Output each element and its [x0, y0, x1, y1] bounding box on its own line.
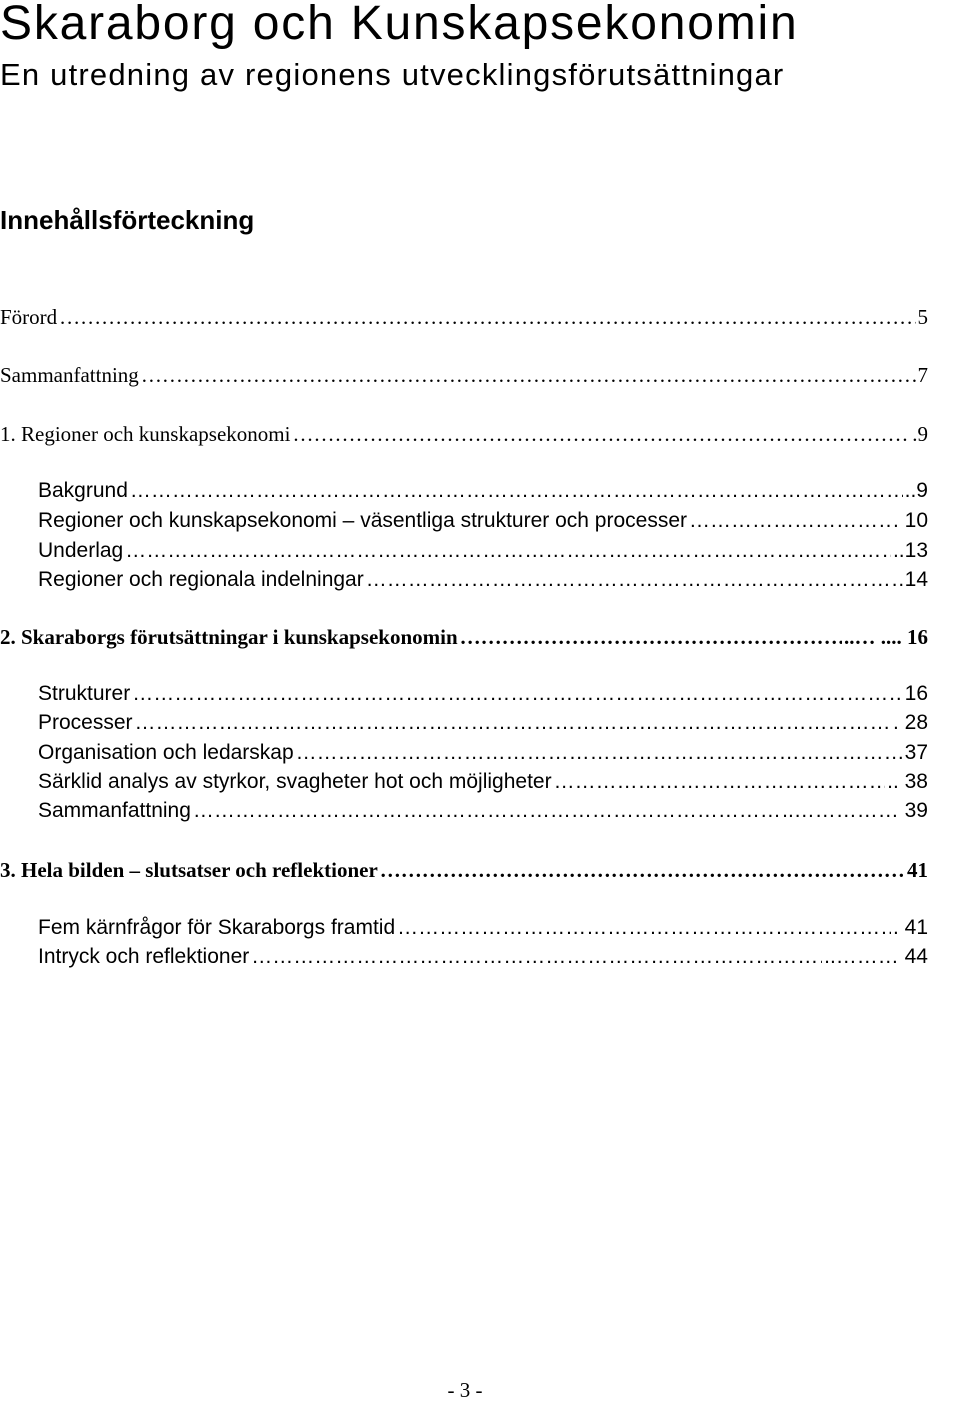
toc-entry-bakgrund[interactable] [38, 477, 928, 505]
toc-entry-page: 5 [917, 305, 928, 329]
toc-entry-page: ..…………… 39 [782, 799, 928, 822]
toc-dot-leader [460, 623, 842, 651]
toc-entry-forord[interactable] [0, 303, 928, 331]
toc-dot-leader [130, 477, 903, 505]
toc-entry-label: 2. Skaraborgs förutsättningar i kunskapsekonomin [0, 625, 458, 649]
toc-entry-label: Strukturer [38, 682, 131, 705]
toc-entry-label: Fem kärnfrågor för Skaraborgs framtid [38, 916, 396, 939]
toc-entry-page: 16 [904, 682, 928, 705]
toc-dot-leader [292, 420, 910, 448]
toc-dot-leader [554, 768, 886, 796]
toc-heading: Innehållsförteckning [0, 205, 255, 235]
toc-dot-leader [132, 680, 902, 708]
document-title: Skaraborg och Kunskapsekonomin [0, 0, 799, 50]
toc-dot-leader [380, 856, 905, 884]
toc-dot-leader [296, 739, 903, 767]
toc-entry-label: 1. Regioner och kunskapsekonomi [0, 422, 291, 446]
toc-entry-label: Regioner och kunskapsekonomi – väsentliga strukturer och processer [38, 509, 688, 532]
toc-dot-leader [59, 303, 915, 331]
toc-entry-label: Sammanfattning [38, 799, 191, 822]
toc-entry-processer[interactable] [38, 709, 928, 737]
toc-entry-intryck-reflektioner[interactable] [38, 943, 928, 971]
toc-entry-regioner-processer[interactable] [38, 507, 928, 535]
toc-dot-leader [125, 537, 891, 565]
toc-entry-page: ..9 [904, 479, 928, 502]
toc-entry-karnfragor[interactable] [38, 914, 928, 942]
toc-entry-chapter-1[interactable] [0, 420, 928, 448]
toc-entry-page: ..… .... 16 [844, 625, 928, 649]
toc-entry-label: Sammanfattning [0, 363, 139, 387]
toc-entry-swot-analys[interactable] [38, 768, 928, 796]
toc-entry-label: Underlag [38, 539, 124, 562]
toc-dot-leader [193, 797, 780, 825]
toc-entry-label: Organisation och ledarskap [38, 741, 294, 764]
toc-entry-page: . 10 [892, 509, 928, 532]
toc-entry-chapter-2[interactable] [0, 623, 928, 651]
toc-entry-label: Regioner och regionala indelningar [38, 568, 364, 591]
toc-entry-page: 37 [904, 741, 928, 764]
toc-entry-label: Processer [38, 711, 133, 734]
toc-entry-label: Intryck och reflektioner [38, 945, 250, 968]
toc-entry-page: .. 38 [887, 770, 928, 793]
toc-dot-leader [366, 566, 903, 594]
toc-entry-organisation-ledarskap[interactable] [38, 739, 928, 767]
toc-dot-leader [689, 507, 891, 535]
toc-dot-leader [251, 943, 822, 971]
toc-entry-label: Förord [0, 305, 58, 329]
toc-dot-leader [135, 709, 891, 737]
toc-entry-page: 7 [917, 363, 928, 387]
toc-entry-chapter-3[interactable] [0, 856, 928, 884]
toc-entry-sammanfattning[interactable] [0, 361, 928, 389]
page-number: - 3 - [447, 1378, 483, 1402]
toc-entry-underlag[interactable] [38, 537, 928, 565]
toc-entry-page: . 41 [892, 916, 928, 939]
toc-entry-page: 41 [907, 858, 928, 882]
toc-entry-strukturer[interactable] [38, 680, 928, 708]
toc-dot-leader [141, 361, 916, 389]
toc-dot-leader [397, 914, 891, 942]
toc-entry-regionala-indelningar[interactable] [38, 566, 928, 594]
toc-entry-page: 14 [904, 568, 928, 591]
toc-entry-page: ..……… 44 [824, 945, 928, 968]
toc-entry-page: ..13 [892, 539, 928, 562]
toc-entry-page: . 28 [892, 711, 928, 734]
toc-entry-sammanfattning-2[interactable] [38, 797, 928, 825]
toc-entry-label: Särklid analys av styrkor, svagheter hot och möjligheter [38, 770, 552, 793]
toc-entry-page: .9 [912, 422, 928, 446]
toc-entry-label: Bakgrund [38, 479, 128, 502]
toc-entry-label: 3. Hela bilden – slutsatser och reflektioner [0, 858, 378, 882]
document-subtitle: En utredning av regionens utvecklingsförutsättningar [0, 57, 785, 92]
